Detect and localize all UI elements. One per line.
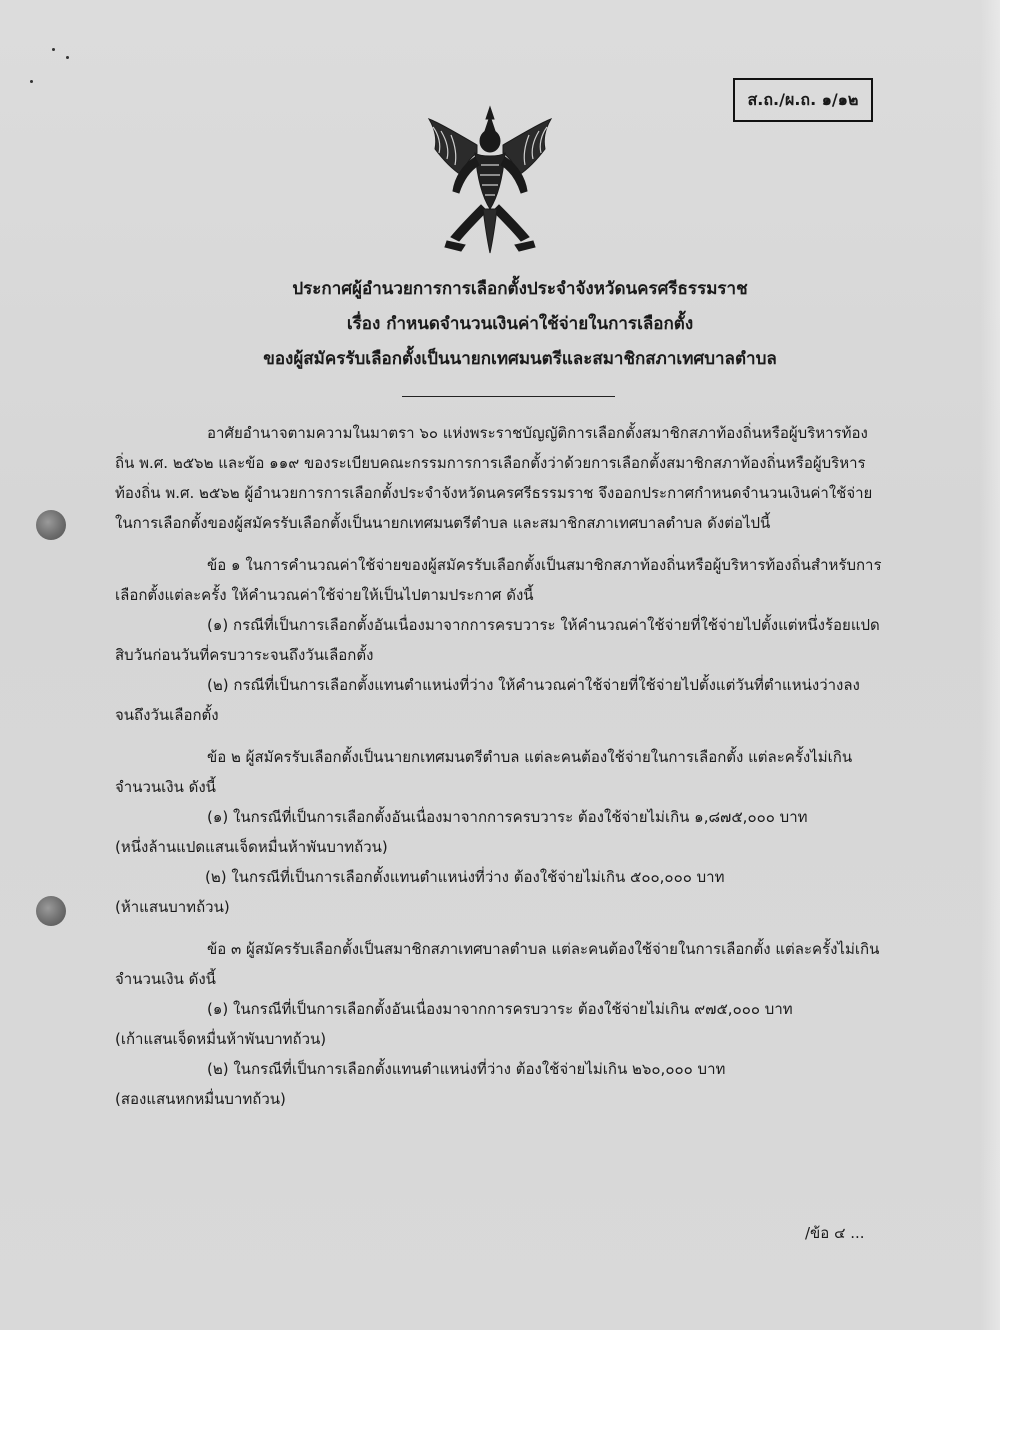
clause-3-item-1: (๑) ในกรณีที่เป็นการเลือกตั้งอันเนื่องมาจากการครบวาระ ต้องใช้จ่ายไม่เกิน ๙๗๕,๐๐๐ บาท [207, 1000, 793, 1018]
document-code: ส.ถ./ผ.ถ. ๑/๑๒ [747, 90, 859, 109]
scan-speck [52, 48, 55, 51]
clause-2-item-2: (๒) ในกรณีที่เป็นการเลือกตั้งแทนตำแหน่งที่ว่าง ต้องใช้จ่ายไม่เกิน ๕๐๐,๐๐๐ บาท [205, 868, 725, 886]
punch-hole-bottom [36, 896, 66, 926]
clause-1-item-1: (๑) กรณีที่เป็นการเลือกตั้งอันเนื่องมาจากการครบวาระ ให้คำนวณค่าใช้จ่ายที่ใช้จ่ายไปตั้งแต่หนึ่งร้อยแปดสิบวันก่อนวันที่ครบวาระจนถึงวันเลือกตั้ง [115, 616, 880, 664]
scan-edge-shadow [980, 0, 1000, 1330]
preamble-paragraph: อาศัยอำนาจตามความในมาตรา ๖๐ แห่งพระราชบัญญัติการเลือกตั้งสมาชิกสภาท้องถิ่นหรือผู้บริหารท้องถิ่น พ.ศ. ๒๕๖๒ และข้อ ๑๑๙ ของระเบียบคณะกรรมการการเลือกตั้งว่าด้วยการเลือกตั้งสมาชิกสภาท้องถิ่นหรือผู้บริหารท้องถิ่น พ.ศ. ๒๕๖๒ ผู้อำนวยการการเลือกตั้งประจำจังหวัดนครศรีธรรมราช จึงออกประกาศกำหนดจำนวนเงินค่าใช้จ่ายในการเลือกตั้งของผู้สมัครรับเลือกตั้งเป็นนายกเทศมนตรีตำบล และสมาชิกสภาเทศบาลตำบล ดังต่อไปนี้ [115, 424, 873, 532]
clause-1: ข้อ ๑ ในการคำนวณค่าใช้จ่ายของผู้สมัครรับเลือกตั้งเป็นสมาชิกสภาท้องถิ่นหรือผู้บริหารท้องถิ่นสำหรับการเลือกตั้งแต่ละครั้ง ให้คำนวณค่าใช้จ่ายให้เป็นไปตามประกาศ ดังนี้ [115, 556, 882, 604]
title-line-2: เรื่อง กำหนดจำนวนเงินค่าใช้จ่ายในการเลือกตั้ง [346, 314, 694, 334]
clause-2-item-2-words: (ห้าแสนบาทถ้วน) [115, 898, 230, 916]
title-divider [402, 396, 615, 397]
clause-2-item-1: (๑) ในกรณีที่เป็นการเลือกตั้งอันเนื่องมาจากการครบวาระ ต้องใช้จ่ายไม่เกิน ๑,๘๗๕,๐๐๐ บาท [207, 808, 808, 826]
clause-3-item-2: (๒) ในกรณีที่เป็นการเลือกตั้งแทนตำแหน่งที่ว่าง ต้องใช้จ่ายไม่เกิน ๒๖๐,๐๐๐ บาท [207, 1060, 726, 1078]
clause-3-item-1-words: (เก้าแสนเจ็ดหมื่นห้าพันบาทถ้วน) [115, 1030, 327, 1048]
document-body [115, 418, 883, 1114]
continuation-reference: /ข้อ ๔ ... [805, 1224, 865, 1242]
clause-3: ข้อ ๓ ผู้สมัครรับเลือกตั้งเป็นสมาชิกสภาเทศบาลตำบล แต่ละคนต้องใช้จ่ายในการเลือกตั้ง แต่ละครั้งไม่เกินจำนวนเงิน ดังนี้ [115, 940, 880, 988]
clause-2: ข้อ ๒ ผู้สมัครรับเลือกตั้งเป็นนายกเทศมนตรีตำบล แต่ละคนต้องใช้จ่ายในการเลือกตั้ง แต่ละครั้งไม่เกินจำนวนเงิน ดังนี้ [115, 748, 853, 796]
clause-2-item-1-words: (หนึ่งล้านแปดแสนเจ็ดหมื่นห้าพันบาทถ้วน) [115, 838, 388, 856]
clause-1-item-2: (๒) กรณีที่เป็นการเลือกตั้งแทนตำแหน่งที่ว่าง ให้คำนวณค่าใช้จ่ายที่ใช้จ่ายไปตั้งแต่วันที่ตำแหน่งว่างลงจนถึงวันเลือกตั้ง [115, 676, 860, 724]
garuda-emblem-icon [425, 105, 555, 257]
punch-hole-top [36, 510, 66, 540]
scan-speck [66, 56, 69, 59]
document-code-box [733, 78, 873, 122]
scan-speck [30, 80, 33, 83]
title-line-1: ประกาศผู้อำนวยการการเลือกตั้งประจำจังหวัดนครศรีธรรมราช [292, 279, 748, 299]
title-line-3: ของผู้สมัครรับเลือกตั้งเป็นนายกเทศมนตรีและสมาชิกสภาเทศบาลตำบล [263, 349, 777, 369]
clause-3-item-2-words: (สองแสนหกหมื่นบาทถ้วน) [115, 1090, 286, 1108]
